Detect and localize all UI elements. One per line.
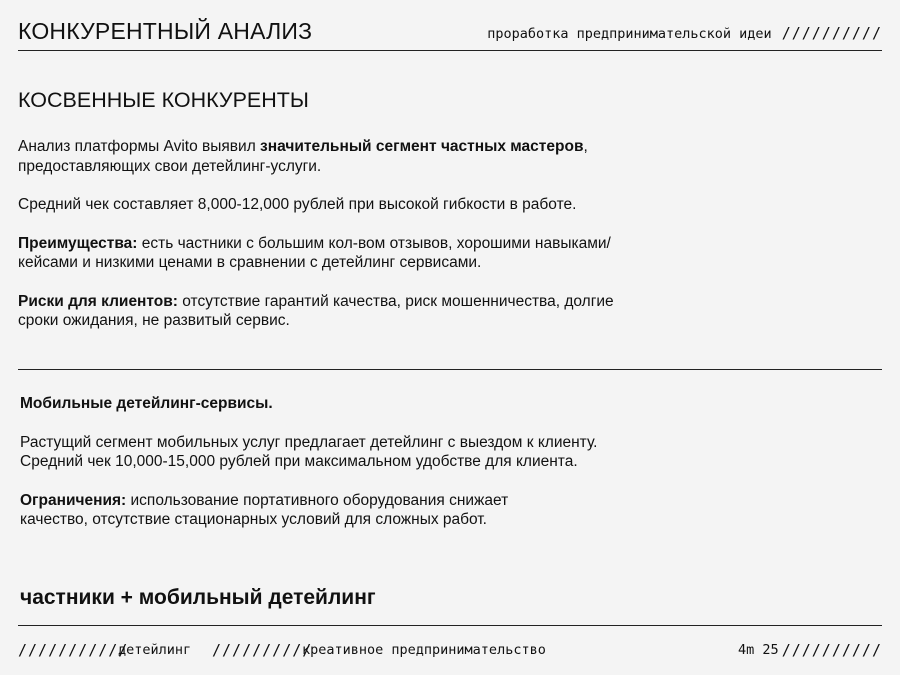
footer-divider <box>18 625 882 626</box>
footer-label-course: креативное предпринимательство <box>302 642 546 658</box>
footer-slashes-left: /////////// <box>18 641 129 659</box>
avito-text: Анализ платформы Avito выявил <box>18 138 261 155</box>
conclusion-text: частники + мобильный детейлинг <box>20 586 376 609</box>
page-footer <box>18 642 882 662</box>
header-slashes: ////////// <box>781 24 882 42</box>
risks-paragraph <box>18 292 618 331</box>
avito-bold-text: значительный сегмент частных мастеров <box>260 138 584 155</box>
footer-slashes-right: ////////// <box>781 641 882 659</box>
footer-page-number: 4m 25 <box>738 642 779 658</box>
header-subtitle-group <box>487 24 882 42</box>
avito-analysis-paragraph <box>18 137 618 176</box>
limitations-label: Ограничения: <box>20 491 127 509</box>
avito-text-end: , предоставляющих свои детейлинг-услуги. <box>18 138 588 175</box>
mobile-services-block <box>20 394 620 530</box>
section-heading: КОСВЕННЫЕ КОНКУРЕНТЫ <box>18 88 309 112</box>
page-title: КОНКУРЕНТНЫЙ АНАЛИЗ <box>18 18 313 44</box>
mobile-services-title <box>20 394 620 414</box>
footer-label-detailing: детейлинг <box>118 642 192 658</box>
private-masters-block <box>18 137 618 331</box>
limitations-text: использование портативного оборудования снижает качество, отсутствие стационарных условий для сложных работ. <box>20 491 509 528</box>
average-check-paragraph: Средний чек составляет 8,000-12,000 рублей при высокой гибкости в работе. <box>18 196 577 213</box>
page-header <box>18 16 882 51</box>
advantages-text: есть частники с большим кол-вом отзывов, хорошими навыками/кейсами и низкими ценами в сравнении с детейлинг сервисами. <box>18 234 611 271</box>
advantages-label: Преимущества: <box>18 234 138 252</box>
footer-slashes-mid: ////////// <box>212 641 313 659</box>
limitations-paragraph <box>20 491 580 530</box>
mobile-services-paragraph: Растущий сегмент мобильных услуг предлагает детейлинг с выездом к клиенту. Средний чек 10,000-15,000 рублей при максимальном удобстве для клиента. <box>20 433 598 470</box>
header-subtitle: проработка предпринимательской идеи <box>487 26 772 42</box>
risks-label: Риски для клиентов: <box>18 292 178 310</box>
advantages-paragraph <box>18 234 618 273</box>
mobile-services-title-text: Мобильные детейлинг-сервисы. <box>20 395 273 412</box>
section-divider <box>18 369 882 370</box>
risks-text: отсутствие гарантий качества, риск мошенничества, долгие сроки ожидания, не развитый сервис. <box>18 292 614 329</box>
